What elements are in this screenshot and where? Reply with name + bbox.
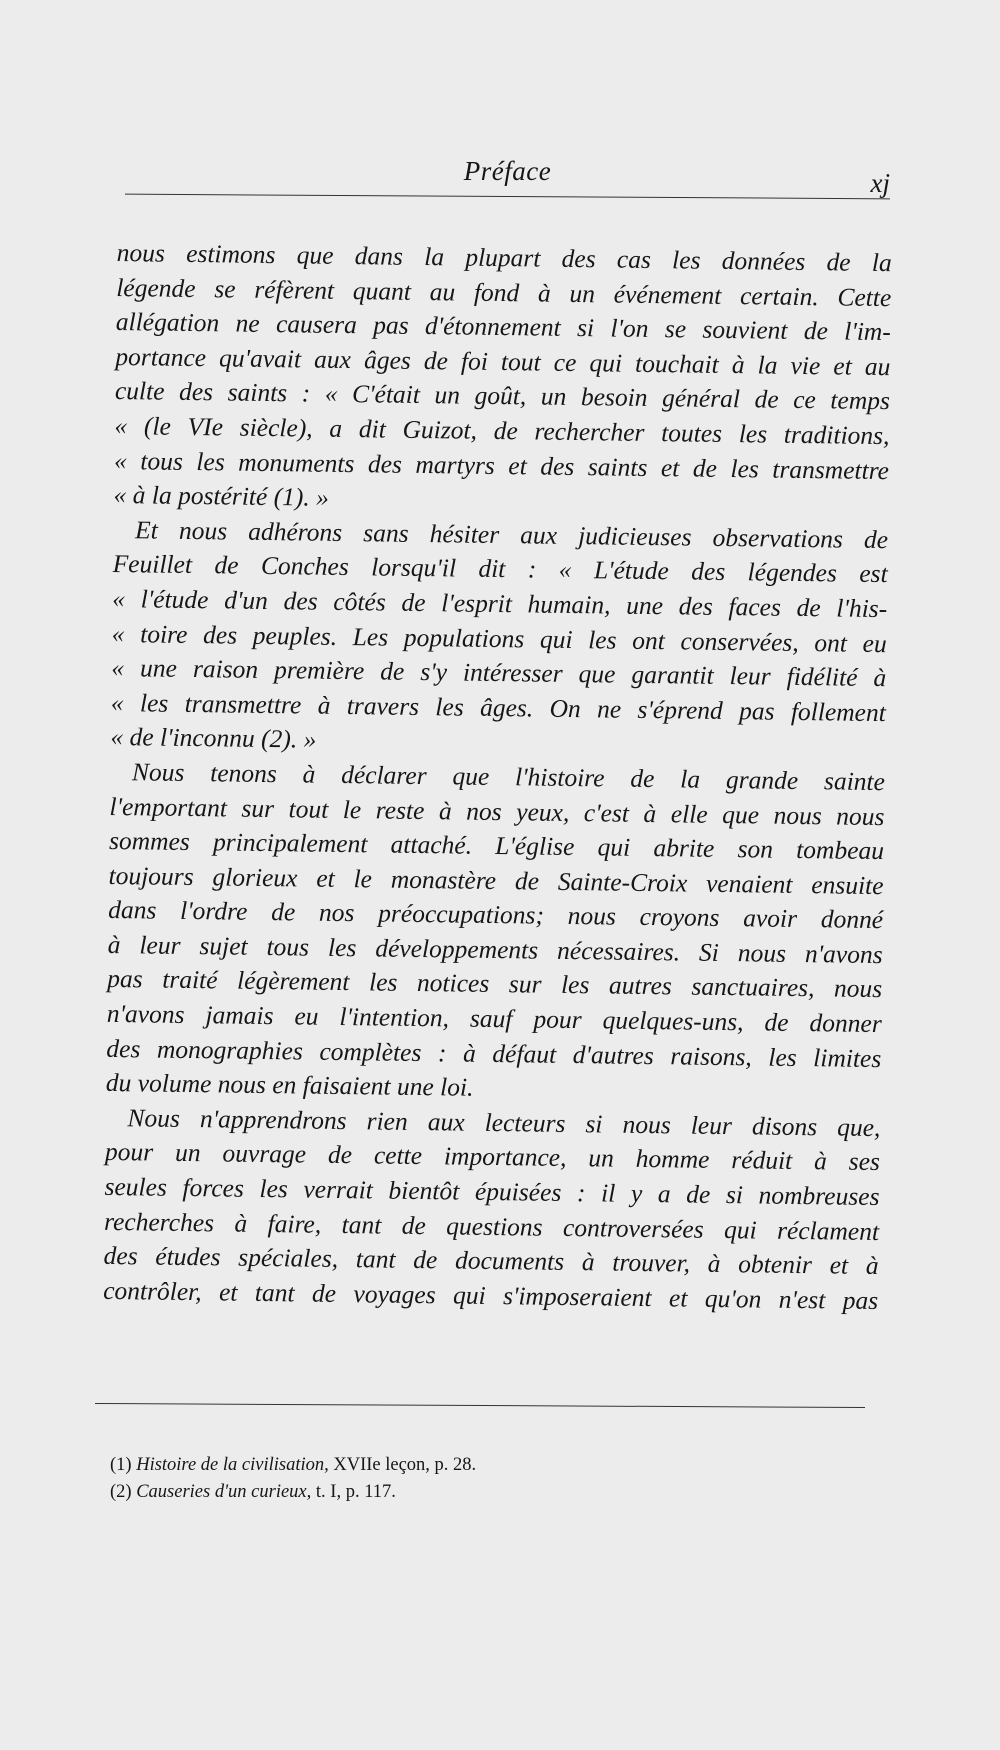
- text-line: des études spéciales, tant de documents à trouver, à obtenir et à: [103, 1241, 879, 1281]
- text-line: allégation ne causera pas d'étonnement si l'on se souvient de l'im-: [115, 307, 892, 347]
- text-line: dans l'ordre de nos préoccupations; nous croyons avoir donné: [107, 895, 884, 935]
- text-line: « l'étude d'un des côtés de l'esprit humain, une des faces de l'his-: [112, 583, 888, 624]
- text-line: du volume nous en faisaient une loi.: [105, 1068, 474, 1102]
- text-line: « (le VIe siècle), a dit Guizot, de rechercher toutes les traditions,: [114, 410, 890, 451]
- text-line: Et nous adhérons sans hésiter aux judicieuses observations de: [134, 515, 889, 554]
- header-rule: [125, 194, 890, 200]
- text-line: des monographies complètes : à défaut d'autres raisons, les limites: [106, 1033, 882, 1073]
- text-line: nous estimons que dans la plupart des cas les données de la: [116, 237, 892, 278]
- text-line: toujours glorieux et le monastère de Sainte-Croix venaient ensuite: [108, 860, 884, 900]
- footnote-2: [110, 1479, 810, 1506]
- text-line: Nous n'apprendrons rien aux lecteurs si nous leur disons que,: [127, 1103, 881, 1142]
- footnote-rule: [95, 1403, 865, 1408]
- footnote-1: [110, 1452, 810, 1479]
- body-text: [103, 236, 892, 1318]
- text-line: « à la postérité (1). »: [113, 480, 330, 512]
- footnote-number: (2): [110, 1482, 132, 1502]
- text-line: l'emportant sur tout le reste à nos yeux, c'est à elle que nous nous: [109, 791, 885, 831]
- text-line: seules forces les verrait bientôt épuisées : il y a de si nombreuses: [104, 1171, 880, 1212]
- text-line: Feuillet de Conches lorsqu'il dit : « L'étude des légendes est: [112, 549, 888, 589]
- text-line: « de l'inconnu (2). »: [110, 722, 317, 754]
- text-line: pas traité légèrement les notices sur les autres sanctuaires, nous: [107, 964, 883, 1004]
- text-line: légende se réfèrent quant au fond à un événement certain. Cette: [116, 272, 892, 312]
- text-line: portance qu'avait aux âges de foi tout ce qui touchait à la vie et au: [115, 341, 891, 381]
- page-number: xj: [870, 168, 890, 198]
- text-line: contrôler, et tant de voyages qui s'imposeraient et qu'on n'est pas: [103, 1275, 879, 1315]
- text-line: « les transmettre à travers les âges. On ne s'éprend pas follement: [110, 687, 887, 727]
- text-line: « toire des peuples. Les populations qui les ont conservées, ont eu: [111, 618, 887, 658]
- footnote-reference: XVIIe leçon, p. 28.: [333, 1455, 477, 1475]
- text-line: recherches à faire, tant de questions controversées qui réclament: [103, 1206, 880, 1246]
- running-header: [125, 150, 890, 210]
- text-line: culte des saints : « C'était un goût, un besoin général de ce temps: [114, 376, 891, 416]
- text-line: Nous tenons à déclarer que l'histoire de la grande sainte: [131, 757, 886, 797]
- text-line: à leur sujet tous les développements nécessaires. Si nous n'avons: [107, 929, 883, 969]
- footnote-work-title: Histoire de la civilisation,: [136, 1455, 329, 1475]
- text-line: « une raison première de s'y intéresser que garantit leur fidélité à: [111, 653, 887, 693]
- footnote-reference: t. I, p. 117.: [315, 1482, 396, 1502]
- text-line: « tous les monuments des martyrs et des saints et de les transmettre: [113, 445, 890, 485]
- text-line: n'avons jamais eu l'intention, sauf pour quelques-uns, de donner: [106, 998, 882, 1039]
- text-line: pour un ouvrage de cette importance, un homme réduit à ses: [104, 1137, 881, 1177]
- footnote-work-title: Causeries d'un curieux,: [136, 1482, 312, 1502]
- running-title: Préface: [463, 156, 552, 186]
- footnotes: [110, 1452, 810, 1506]
- footnote-number: (1): [110, 1455, 132, 1475]
- text-line: sommes principalement attaché. L'église qui abrite son tombeau: [108, 826, 885, 866]
